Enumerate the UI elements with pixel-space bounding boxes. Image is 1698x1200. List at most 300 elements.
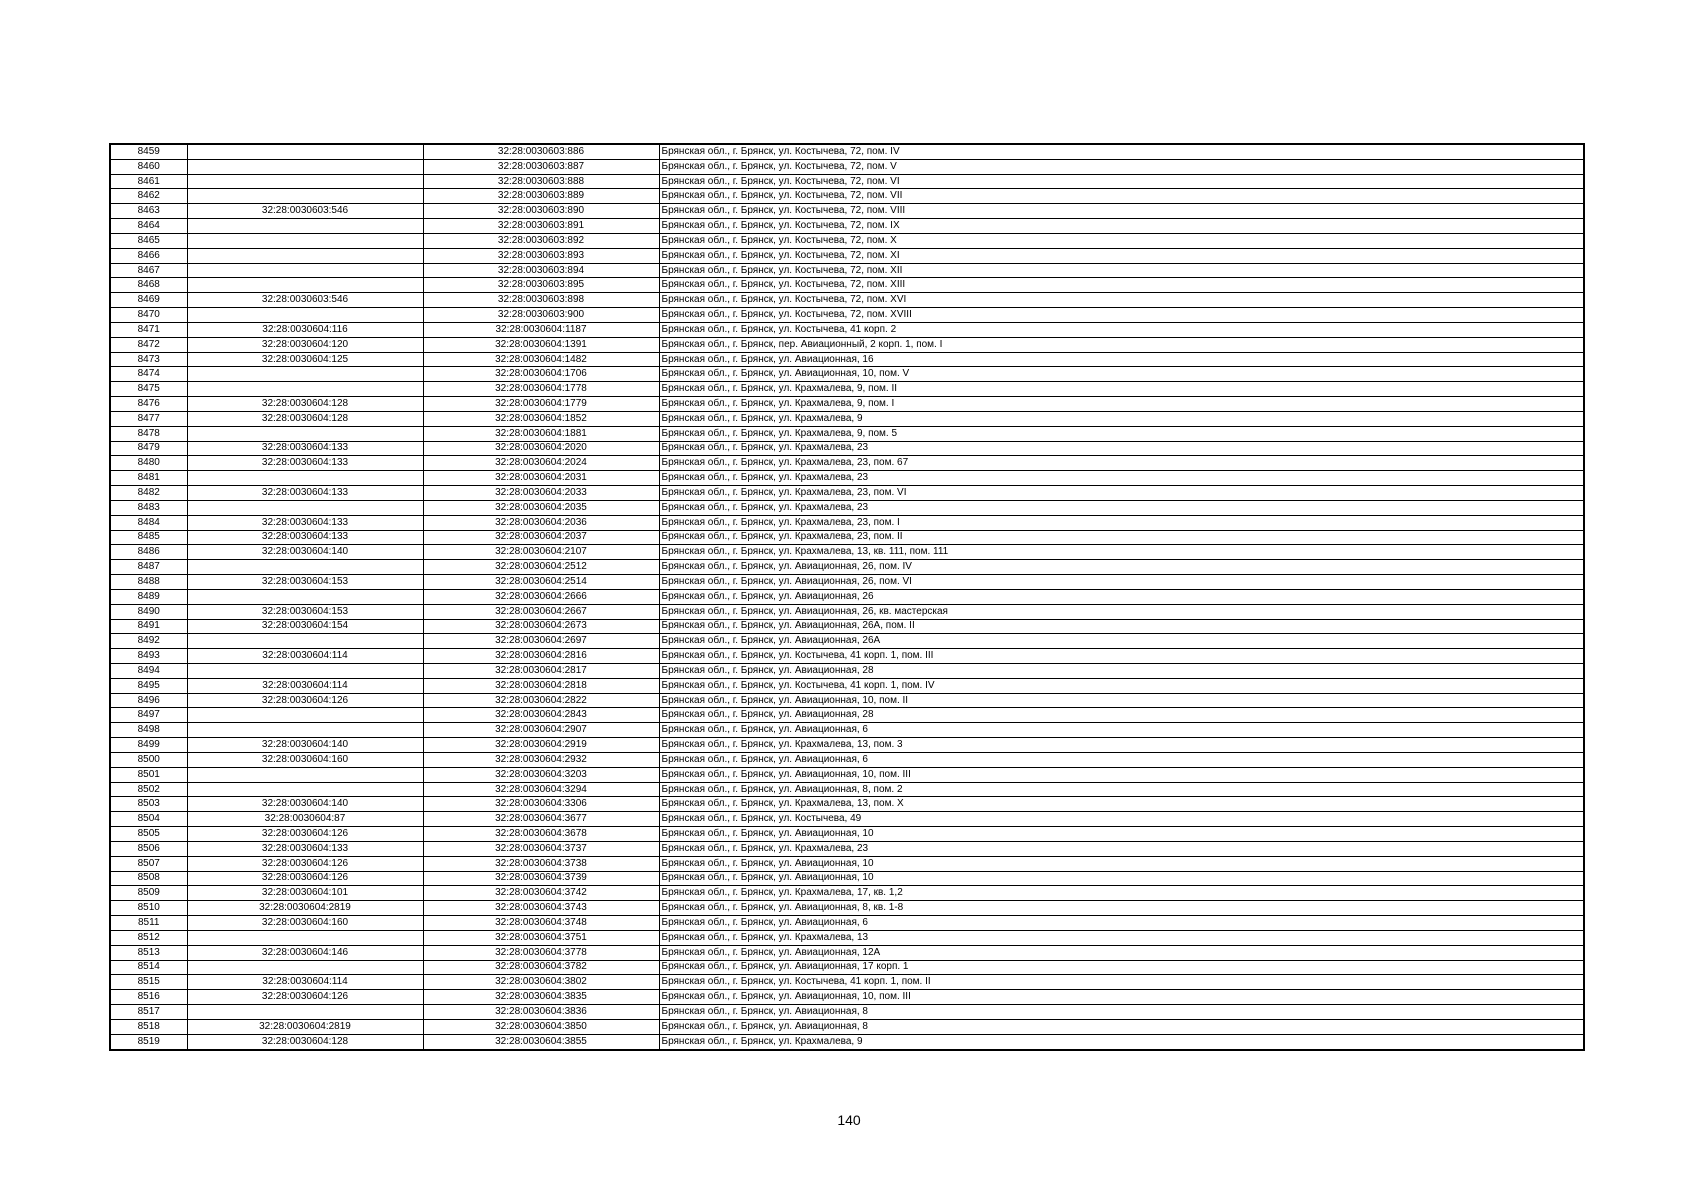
parent-cadastral-number-cell: 32:28:0030604:87 — [187, 812, 423, 827]
row-number-cell: 8500 — [110, 752, 187, 767]
row-number-cell: 8464 — [110, 219, 187, 234]
table-row — [110, 738, 1584, 753]
address-cell: Брянская обл., г. Брянск, ул. Крахмалева, 13, пом. X — [659, 797, 1584, 812]
cadastral-number-cell: 32:28:0030604:2843 — [423, 708, 659, 723]
cadastral-number-cell: 32:28:0030604:3294 — [423, 782, 659, 797]
table-row — [110, 1019, 1584, 1034]
row-number-cell: 8482 — [110, 486, 187, 501]
table-row — [110, 382, 1584, 397]
address-cell: Брянская обл., г. Брянск, ул. Костычева, 72, пом. IV — [659, 144, 1584, 159]
address-cell: Брянская обл., г. Брянск, ул. Крахмалева, 9, пом. II — [659, 382, 1584, 397]
address-cell: Брянская обл., г. Брянск, ул. Авиационная, 8, кв. 1-8 — [659, 901, 1584, 916]
cadastral-number-cell: 32:28:0030604:2512 — [423, 560, 659, 575]
cadastral-number-cell: 32:28:0030604:2673 — [423, 619, 659, 634]
table-row — [110, 930, 1584, 945]
row-number-cell: 8501 — [110, 767, 187, 782]
table-row — [110, 782, 1584, 797]
cadastral-number-cell: 32:28:0030604:2822 — [423, 693, 659, 708]
address-cell: Брянская обл., г. Брянск, ул. Крахмалева, 23, пом. I — [659, 515, 1584, 530]
cadastral-number-cell: 32:28:0030603:898 — [423, 293, 659, 308]
row-number-cell: 8469 — [110, 293, 187, 308]
table-row — [110, 1005, 1584, 1020]
row-number-cell: 8479 — [110, 441, 187, 456]
cadastral-number-cell: 32:28:0030603:891 — [423, 219, 659, 234]
address-cell: Брянская обл., г. Брянск, ул. Крахмалева, 9 — [659, 411, 1584, 426]
cadastral-number-cell: 32:28:0030604:2037 — [423, 530, 659, 545]
address-cell: Брянская обл., г. Брянск, ул. Костычева, 41 корп. 2 — [659, 322, 1584, 337]
cadastral-number-cell: 32:28:0030604:1706 — [423, 367, 659, 382]
parent-cadastral-number-cell — [187, 189, 423, 204]
cadastral-number-cell: 32:28:0030604:3836 — [423, 1005, 659, 1020]
address-cell: Брянская обл., г. Брянск, ул. Костычева, 72, пом. V — [659, 159, 1584, 174]
parent-cadastral-number-cell — [187, 263, 423, 278]
address-cell: Брянская обл., г. Брянск, ул. Костычева, 72, пом. XI — [659, 248, 1584, 263]
cadastral-number-cell: 32:28:0030604:2107 — [423, 545, 659, 560]
row-number-cell: 8463 — [110, 204, 187, 219]
parent-cadastral-number-cell — [187, 426, 423, 441]
row-number-cell: 8487 — [110, 560, 187, 575]
table-row — [110, 812, 1584, 827]
page-number: 140 — [837, 1112, 861, 1128]
parent-cadastral-number-cell: 32:28:0030604:133 — [187, 515, 423, 530]
address-cell: Брянская обл., г. Брянск, ул. Костычева, 72, пом. XII — [659, 263, 1584, 278]
table-row — [110, 204, 1584, 219]
cadastral-number-cell: 32:28:0030604:1482 — [423, 352, 659, 367]
parent-cadastral-number-cell — [187, 278, 423, 293]
address-cell: Брянская обл., г. Брянск, ул. Авиационная, 10 — [659, 856, 1584, 871]
row-number-cell: 8508 — [110, 871, 187, 886]
table-row — [110, 308, 1584, 323]
cadastral-number-cell: 32:28:0030603:900 — [423, 308, 659, 323]
table-row — [110, 1034, 1584, 1049]
row-number-cell: 8486 — [110, 545, 187, 560]
table-row — [110, 293, 1584, 308]
cadastral-number-cell: 32:28:0030604:2697 — [423, 634, 659, 649]
address-cell: Брянская обл., г. Брянск, ул. Авиационная, 26А, пом. II — [659, 619, 1584, 634]
cadastral-number-cell: 32:28:0030604:3677 — [423, 812, 659, 827]
row-number-cell: 8491 — [110, 619, 187, 634]
parent-cadastral-number-cell: 32:28:0030604:128 — [187, 397, 423, 412]
parent-cadastral-number-cell: 32:28:0030604:160 — [187, 752, 423, 767]
table-row — [110, 975, 1584, 990]
cadastral-number-cell: 32:28:0030604:2816 — [423, 649, 659, 664]
table-row — [110, 530, 1584, 545]
parent-cadastral-number-cell: 32:28:0030604:114 — [187, 678, 423, 693]
parent-cadastral-number-cell — [187, 663, 423, 678]
row-number-cell: 8497 — [110, 708, 187, 723]
cadastral-number-cell: 32:28:0030604:3751 — [423, 930, 659, 945]
address-cell: Брянская обл., г. Брянск, ул. Костычева, 72, пом. X — [659, 233, 1584, 248]
address-cell: Брянская обл., г. Брянск, ул. Крахмалева, 23 — [659, 500, 1584, 515]
parent-cadastral-number-cell: 32:28:0030604:154 — [187, 619, 423, 634]
row-number-cell: 8512 — [110, 930, 187, 945]
address-cell: Брянская обл., г. Брянск, ул. Крахмалева, 9, пом. 5 — [659, 426, 1584, 441]
cadastral-number-cell: 32:28:0030604:1391 — [423, 337, 659, 352]
row-number-cell: 8488 — [110, 575, 187, 590]
cadastral-number-cell: 32:28:0030604:3802 — [423, 975, 659, 990]
table-row — [110, 352, 1584, 367]
address-cell: Брянская обл., г. Брянск, ул. Авиационная, 28 — [659, 708, 1584, 723]
table-row — [110, 397, 1584, 412]
row-number-cell: 8502 — [110, 782, 187, 797]
parent-cadastral-number-cell — [187, 159, 423, 174]
address-cell: Брянская обл., г. Брянск, пер. Авиационный, 2 корп. 1, пом. I — [659, 337, 1584, 352]
cadastral-number-cell: 32:28:0030604:2514 — [423, 575, 659, 590]
table-row — [110, 945, 1584, 960]
address-cell: Брянская обл., г. Брянск, ул. Авиационная, 8 — [659, 1019, 1584, 1034]
row-number-cell: 8492 — [110, 634, 187, 649]
row-number-cell: 8495 — [110, 678, 187, 693]
parent-cadastral-number-cell — [187, 248, 423, 263]
cadastral-number-cell: 32:28:0030604:2036 — [423, 515, 659, 530]
cadastral-number-cell: 32:28:0030604:3739 — [423, 871, 659, 886]
parent-cadastral-number-cell: 32:28:0030604:133 — [187, 456, 423, 471]
table-row — [110, 515, 1584, 530]
cadastral-number-cell: 32:28:0030604:3835 — [423, 990, 659, 1005]
table-row — [110, 441, 1584, 456]
address-cell: Брянская обл., г. Брянск, ул. Авиационная, 10, пом. III — [659, 767, 1584, 782]
table-row — [110, 233, 1584, 248]
row-number-cell: 8513 — [110, 945, 187, 960]
address-cell: Брянская обл., г. Брянск, ул. Авиационная, 6 — [659, 752, 1584, 767]
address-cell: Брянская обл., г. Брянск, ул. Костычева, 41 корп. 1, пом. II — [659, 975, 1584, 990]
table-row — [110, 159, 1584, 174]
parent-cadastral-number-cell: 32:28:0030603:546 — [187, 204, 423, 219]
address-cell: Брянская обл., г. Брянск, ул. Авиационная, 28 — [659, 663, 1584, 678]
cadastral-number-cell: 32:28:0030604:2666 — [423, 589, 659, 604]
cadastral-number-cell: 32:28:0030604:3737 — [423, 841, 659, 856]
parent-cadastral-number-cell — [187, 723, 423, 738]
row-number-cell: 8484 — [110, 515, 187, 530]
cadastral-number-cell: 32:28:0030604:3203 — [423, 767, 659, 782]
parent-cadastral-number-cell — [187, 560, 423, 575]
address-cell: Брянская обл., г. Брянск, ул. Костычева, 41 корп. 1, пом. III — [659, 649, 1584, 664]
parent-cadastral-number-cell — [187, 767, 423, 782]
address-cell: Брянская обл., г. Брянск, ул. Крахмалева, 23, пом. II — [659, 530, 1584, 545]
row-number-cell: 8471 — [110, 322, 187, 337]
table-row — [110, 871, 1584, 886]
parent-cadastral-number-cell: 32:28:0030604:125 — [187, 352, 423, 367]
parent-cadastral-number-cell: 32:28:0030604:2819 — [187, 901, 423, 916]
parent-cadastral-number-cell: 32:28:0030604:126 — [187, 856, 423, 871]
parent-cadastral-number-cell — [187, 308, 423, 323]
address-cell: Брянская обл., г. Брянск, ул. Авиационная, 10, пом. III — [659, 990, 1584, 1005]
table-row — [110, 663, 1584, 678]
parent-cadastral-number-cell: 32:28:0030604:140 — [187, 545, 423, 560]
address-cell: Брянская обл., г. Брянск, ул. Крахмалева, 23 — [659, 471, 1584, 486]
parent-cadastral-number-cell — [187, 1005, 423, 1020]
cadastral-number-cell: 32:28:0030604:2817 — [423, 663, 659, 678]
row-number-cell: 8465 — [110, 233, 187, 248]
cadastral-number-cell: 32:28:0030604:1779 — [423, 397, 659, 412]
row-number-cell: 8494 — [110, 663, 187, 678]
cadastral-number-cell: 32:28:0030604:2667 — [423, 604, 659, 619]
cadastral-number-cell: 32:28:0030604:3742 — [423, 886, 659, 901]
table-row — [110, 856, 1584, 871]
row-number-cell: 8474 — [110, 367, 187, 382]
parent-cadastral-number-cell: 32:28:0030604:160 — [187, 916, 423, 931]
cadastral-number-cell: 32:28:0030604:3738 — [423, 856, 659, 871]
parent-cadastral-number-cell: 32:28:0030604:116 — [187, 322, 423, 337]
cadastral-number-cell: 32:28:0030604:3782 — [423, 960, 659, 975]
row-number-cell: 8472 — [110, 337, 187, 352]
address-cell: Брянская обл., г. Брянск, ул. Авиационная, 26, пом. IV — [659, 560, 1584, 575]
address-cell: Брянская обл., г. Брянск, ул. Авиационная, 26А — [659, 634, 1584, 649]
table-row — [110, 723, 1584, 738]
table-row — [110, 797, 1584, 812]
table-row — [110, 144, 1584, 159]
parent-cadastral-number-cell — [187, 589, 423, 604]
row-number-cell: 8467 — [110, 263, 187, 278]
cadastral-number-cell: 32:28:0030604:3743 — [423, 901, 659, 916]
parent-cadastral-number-cell: 32:28:0030604:101 — [187, 886, 423, 901]
parent-cadastral-number-cell: 32:28:0030604:114 — [187, 975, 423, 990]
parent-cadastral-number-cell — [187, 708, 423, 723]
parent-cadastral-number-cell: 32:28:0030604:133 — [187, 486, 423, 501]
table-row — [110, 575, 1584, 590]
cadastral-number-cell: 32:28:0030603:886 — [423, 144, 659, 159]
address-cell: Брянская обл., г. Брянск, ул. Авиационная, 10, пом. V — [659, 367, 1584, 382]
table-row — [110, 589, 1584, 604]
table-row — [110, 604, 1584, 619]
row-number-cell: 8509 — [110, 886, 187, 901]
parent-cadastral-number-cell — [187, 930, 423, 945]
address-cell: Брянская обл., г. Брянск, ул. Авиационная, 8 — [659, 1005, 1584, 1020]
address-cell: Брянская обл., г. Брянск, ул. Авиационная, 12А — [659, 945, 1584, 960]
address-cell: Брянская обл., г. Брянск, ул. Костычева, 49 — [659, 812, 1584, 827]
address-cell: Брянская обл., г. Брянск, ул. Крахмалева, 9, пом. I — [659, 397, 1584, 412]
address-cell: Брянская обл., г. Брянск, ул. Авиационная, 26 — [659, 589, 1584, 604]
table-row — [110, 990, 1584, 1005]
cadastral-number-cell: 32:28:0030604:2932 — [423, 752, 659, 767]
parent-cadastral-number-cell: 32:28:0030604:126 — [187, 871, 423, 886]
cadastral-number-cell: 32:28:0030604:3748 — [423, 916, 659, 931]
address-cell: Брянская обл., г. Брянск, ул. Крахмалева, 23 — [659, 841, 1584, 856]
parent-cadastral-number-cell — [187, 782, 423, 797]
row-number-cell: 8504 — [110, 812, 187, 827]
table-row — [110, 560, 1584, 575]
parent-cadastral-number-cell: 32:28:0030603:546 — [187, 293, 423, 308]
table-row — [110, 411, 1584, 426]
table-row — [110, 634, 1584, 649]
row-number-cell: 8518 — [110, 1019, 187, 1034]
table-row — [110, 486, 1584, 501]
row-number-cell: 8485 — [110, 530, 187, 545]
table-row — [110, 827, 1584, 842]
row-number-cell: 8478 — [110, 426, 187, 441]
parent-cadastral-number-cell: 32:28:0030604:133 — [187, 841, 423, 856]
cadastral-number-cell: 32:28:0030604:2024 — [423, 456, 659, 471]
address-cell: Брянская обл., г. Брянск, ул. Крахмалева, 9 — [659, 1034, 1584, 1049]
row-number-cell: 8517 — [110, 1005, 187, 1020]
table-row — [110, 649, 1584, 664]
address-cell: Брянская обл., г. Брянск, ул. Авиационная, 16 — [659, 352, 1584, 367]
cadastral-number-cell: 32:28:0030604:3306 — [423, 797, 659, 812]
address-cell: Брянская обл., г. Брянск, ул. Костычева, 72, пом. VII — [659, 189, 1584, 204]
row-number-cell: 8477 — [110, 411, 187, 426]
parent-cadastral-number-cell — [187, 367, 423, 382]
row-number-cell: 8460 — [110, 159, 187, 174]
parent-cadastral-number-cell — [187, 471, 423, 486]
parent-cadastral-number-cell: 32:28:0030604:128 — [187, 411, 423, 426]
cadastral-number-cell: 32:28:0030603:895 — [423, 278, 659, 293]
cadastral-number-cell: 32:28:0030604:3778 — [423, 945, 659, 960]
table-row — [110, 278, 1584, 293]
cadastral-number-cell: 32:28:0030604:2031 — [423, 471, 659, 486]
table-row — [110, 263, 1584, 278]
row-number-cell: 8483 — [110, 500, 187, 515]
table-row — [110, 426, 1584, 441]
cadastral-number-cell: 32:28:0030604:2035 — [423, 500, 659, 515]
row-number-cell: 8481 — [110, 471, 187, 486]
row-number-cell: 8473 — [110, 352, 187, 367]
parent-cadastral-number-cell: 32:28:0030604:126 — [187, 990, 423, 1005]
table-row — [110, 500, 1584, 515]
table-row — [110, 767, 1584, 782]
table-row — [110, 678, 1584, 693]
address-cell: Брянская обл., г. Брянск, ул. Крахмалева, 13 — [659, 930, 1584, 945]
parent-cadastral-number-cell — [187, 634, 423, 649]
parent-cadastral-number-cell: 32:28:0030604:120 — [187, 337, 423, 352]
row-number-cell: 8511 — [110, 916, 187, 931]
table-row — [110, 471, 1584, 486]
address-cell: Брянская обл., г. Брянск, ул. Крахмалева, 23 — [659, 441, 1584, 456]
row-number-cell: 8507 — [110, 856, 187, 871]
cadastral-number-cell: 32:28:0030604:1852 — [423, 411, 659, 426]
cadastral-number-cell: 32:28:0030603:889 — [423, 189, 659, 204]
table-row — [110, 189, 1584, 204]
address-cell: Брянская обл., г. Брянск, ул. Костычева, 72, пом. XVI — [659, 293, 1584, 308]
parent-cadastral-number-cell: 32:28:0030604:126 — [187, 693, 423, 708]
table-row — [110, 219, 1584, 234]
table-row — [110, 693, 1584, 708]
table-row — [110, 337, 1584, 352]
row-number-cell: 8498 — [110, 723, 187, 738]
table-row — [110, 901, 1584, 916]
address-cell: Брянская обл., г. Брянск, ул. Крахмалева, 17, кв. 1,2 — [659, 886, 1584, 901]
cadastral-number-cell: 32:28:0030603:892 — [423, 233, 659, 248]
cadastral-number-cell: 32:28:0030603:893 — [423, 248, 659, 263]
address-cell: Брянская обл., г. Брянск, ул. Костычева, 72, пом. IX — [659, 219, 1584, 234]
row-number-cell: 8503 — [110, 797, 187, 812]
address-cell: Брянская обл., г. Брянск, ул. Костычева, 72, пом. VI — [659, 174, 1584, 189]
row-number-cell: 8496 — [110, 693, 187, 708]
address-cell: Брянская обл., г. Брянск, ул. Авиационная, 10 — [659, 827, 1584, 842]
address-cell: Брянская обл., г. Брянск, ул. Крахмалева, 13, пом. 3 — [659, 738, 1584, 753]
parent-cadastral-number-cell: 32:28:0030604:153 — [187, 604, 423, 619]
address-cell: Брянская обл., г. Брянск, ул. Костычева, 72, пом. XVIII — [659, 308, 1584, 323]
row-number-cell: 8510 — [110, 901, 187, 916]
table-row — [110, 322, 1584, 337]
row-number-cell: 8459 — [110, 144, 187, 159]
address-cell: Брянская обл., г. Брянск, ул. Костычева, 72, пом. VIII — [659, 204, 1584, 219]
cadastral-number-cell: 32:28:0030604:1187 — [423, 322, 659, 337]
address-cell: Брянская обл., г. Брянск, ул. Костычева, 72, пом. XIII — [659, 278, 1584, 293]
row-number-cell: 8516 — [110, 990, 187, 1005]
row-number-cell: 8475 — [110, 382, 187, 397]
table-row — [110, 841, 1584, 856]
cadastral-number-cell: 32:28:0030604:1778 — [423, 382, 659, 397]
address-cell: Брянская обл., г. Брянск, ул. Авиационная, 10 — [659, 871, 1584, 886]
row-number-cell: 8499 — [110, 738, 187, 753]
cadastral-number-cell: 32:28:0030603:888 — [423, 174, 659, 189]
row-number-cell: 8493 — [110, 649, 187, 664]
parent-cadastral-number-cell — [187, 174, 423, 189]
cadastral-number-cell: 32:28:0030604:1881 — [423, 426, 659, 441]
row-number-cell: 8505 — [110, 827, 187, 842]
cadastral-number-cell: 32:28:0030604:3850 — [423, 1019, 659, 1034]
cadastral-number-cell: 32:28:0030604:2907 — [423, 723, 659, 738]
table-row — [110, 367, 1584, 382]
row-number-cell: 8480 — [110, 456, 187, 471]
parent-cadastral-number-cell — [187, 219, 423, 234]
parent-cadastral-number-cell: 32:28:0030604:114 — [187, 649, 423, 664]
row-number-cell: 8489 — [110, 589, 187, 604]
address-cell: Брянская обл., г. Брянск, ул. Авиационная, 8, пом. 2 — [659, 782, 1584, 797]
cadastral-number-cell: 32:28:0030604:2919 — [423, 738, 659, 753]
row-number-cell: 8470 — [110, 308, 187, 323]
parent-cadastral-number-cell: 32:28:0030604:133 — [187, 530, 423, 545]
parent-cadastral-number-cell: 32:28:0030604:140 — [187, 738, 423, 753]
row-number-cell: 8515 — [110, 975, 187, 990]
row-number-cell: 8519 — [110, 1034, 187, 1049]
cadastral-number-cell: 32:28:0030604:3855 — [423, 1034, 659, 1049]
table-row — [110, 708, 1584, 723]
table-row — [110, 545, 1584, 560]
parent-cadastral-number-cell: 32:28:0030604:126 — [187, 827, 423, 842]
row-number-cell: 8461 — [110, 174, 187, 189]
parent-cadastral-number-cell: 32:28:0030604:2819 — [187, 1019, 423, 1034]
row-number-cell: 8462 — [110, 189, 187, 204]
row-number-cell: 8466 — [110, 248, 187, 263]
row-number-cell: 8490 — [110, 604, 187, 619]
table-row — [110, 916, 1584, 931]
parent-cadastral-number-cell — [187, 233, 423, 248]
address-cell: Брянская обл., г. Брянск, ул. Авиационная, 26, пом. VI — [659, 575, 1584, 590]
address-cell: Брянская обл., г. Брянск, ул. Авиационная, 17 корп. 1 — [659, 960, 1584, 975]
table-row — [110, 960, 1584, 975]
parent-cadastral-number-cell: 32:28:0030604:153 — [187, 575, 423, 590]
address-cell: Брянская обл., г. Брянск, ул. Костычева, 41 корп. 1, пом. IV — [659, 678, 1584, 693]
table-row — [110, 752, 1584, 767]
parent-cadastral-number-cell — [187, 144, 423, 159]
parent-cadastral-number-cell: 32:28:0030604:128 — [187, 1034, 423, 1049]
row-number-cell: 8476 — [110, 397, 187, 412]
cadastral-number-cell: 32:28:0030604:3678 — [423, 827, 659, 842]
table-row — [110, 248, 1584, 263]
cadastral-number-cell: 32:28:0030603:894 — [423, 263, 659, 278]
table-row — [110, 174, 1584, 189]
address-cell: Брянская обл., г. Брянск, ул. Крахмалева, 13, кв. 111, пом. 111 — [659, 545, 1584, 560]
registry-table-body — [110, 144, 1584, 1050]
cadastral-number-cell: 32:28:0030604:2033 — [423, 486, 659, 501]
address-cell: Брянская обл., г. Брянск, ул. Авиационная, 6 — [659, 723, 1584, 738]
parent-cadastral-number-cell — [187, 382, 423, 397]
parent-cadastral-number-cell: 32:28:0030604:133 — [187, 441, 423, 456]
address-cell: Брянская обл., г. Брянск, ул. Крахмалева, 23, пом. 67 — [659, 456, 1584, 471]
row-number-cell: 8506 — [110, 841, 187, 856]
cadastral-number-cell: 32:28:0030604:2020 — [423, 441, 659, 456]
parent-cadastral-number-cell: 32:28:0030604:146 — [187, 945, 423, 960]
address-cell: Брянская обл., г. Брянск, ул. Авиационная, 10, пом. II — [659, 693, 1584, 708]
parent-cadastral-number-cell: 32:28:0030604:140 — [187, 797, 423, 812]
table-row — [110, 886, 1584, 901]
row-number-cell: 8468 — [110, 278, 187, 293]
table-row — [110, 619, 1584, 634]
cadastral-number-cell: 32:28:0030604:2818 — [423, 678, 659, 693]
address-cell: Брянская обл., г. Брянск, ул. Крахмалева, 23, пом. VI — [659, 486, 1584, 501]
address-cell: Брянская обл., г. Брянск, ул. Авиационная, 26, кв. мастерская — [659, 604, 1584, 619]
